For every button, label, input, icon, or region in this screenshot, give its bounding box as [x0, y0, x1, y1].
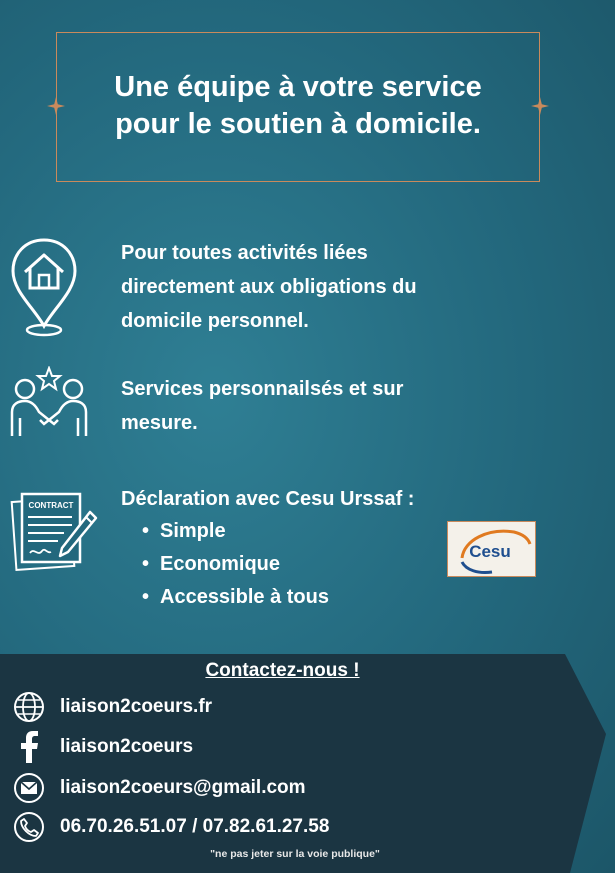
feature-2-line-1: Services personnailsés et sur — [121, 378, 404, 400]
feature-1-line-2: directement aux obligations du — [121, 276, 417, 298]
house-location-pin-icon — [8, 236, 80, 338]
feature-cesu — [121, 482, 414, 516]
contact-website[interactable] — [12, 690, 212, 724]
contract-signing-icon — [10, 490, 100, 572]
headline-line-1: Une équipe à votre service — [114, 71, 482, 103]
feature-1-line-3: domicile personnel. — [121, 310, 309, 332]
headline-frame — [56, 32, 540, 182]
footnote: "ne pas jeter sur la voie publique" — [210, 848, 380, 860]
headline-line-2: pour le soutien à domicile. — [115, 108, 481, 140]
facebook-link[interactable]: liaison2coeurs — [60, 736, 194, 757]
globe-icon — [12, 690, 46, 724]
contact-phone[interactable] — [12, 810, 329, 844]
handshake-star-icon — [8, 366, 90, 438]
list-item: • Economique — [142, 548, 329, 581]
cesu-logo-text: Cesu — [469, 542, 511, 561]
list-item: • Accessible à tous — [142, 581, 329, 614]
contact-facebook[interactable] — [12, 730, 193, 764]
facebook-icon — [12, 730, 46, 764]
email-link[interactable]: liaison2coeurs@gmail.com — [60, 777, 306, 798]
feature-3-line-1: Déclaration avec Cesu Urssaf : — [121, 488, 415, 510]
phone-numbers[interactable]: 06.70.26.51.07 / 07.82.61.27.58 — [60, 816, 330, 837]
contract-label: CONTRACT — [28, 501, 74, 510]
feature-services — [121, 372, 403, 440]
feature-1-line-1: Pour toutes activités liées — [121, 242, 368, 264]
contact-email[interactable] — [12, 771, 306, 805]
headline — [57, 69, 539, 143]
cesu-benefits-list — [142, 515, 329, 614]
feature-domicile — [121, 236, 417, 338]
website-link[interactable]: liaison2coeurs.fr — [60, 696, 213, 717]
list-item: • Simple — [142, 515, 329, 548]
email-icon — [12, 771, 46, 805]
feature-2-line-2: mesure. — [121, 412, 198, 434]
cesu-logo — [447, 521, 536, 577]
phone-icon — [12, 810, 46, 844]
contact-title: Contactez-nous ! — [205, 660, 360, 681]
